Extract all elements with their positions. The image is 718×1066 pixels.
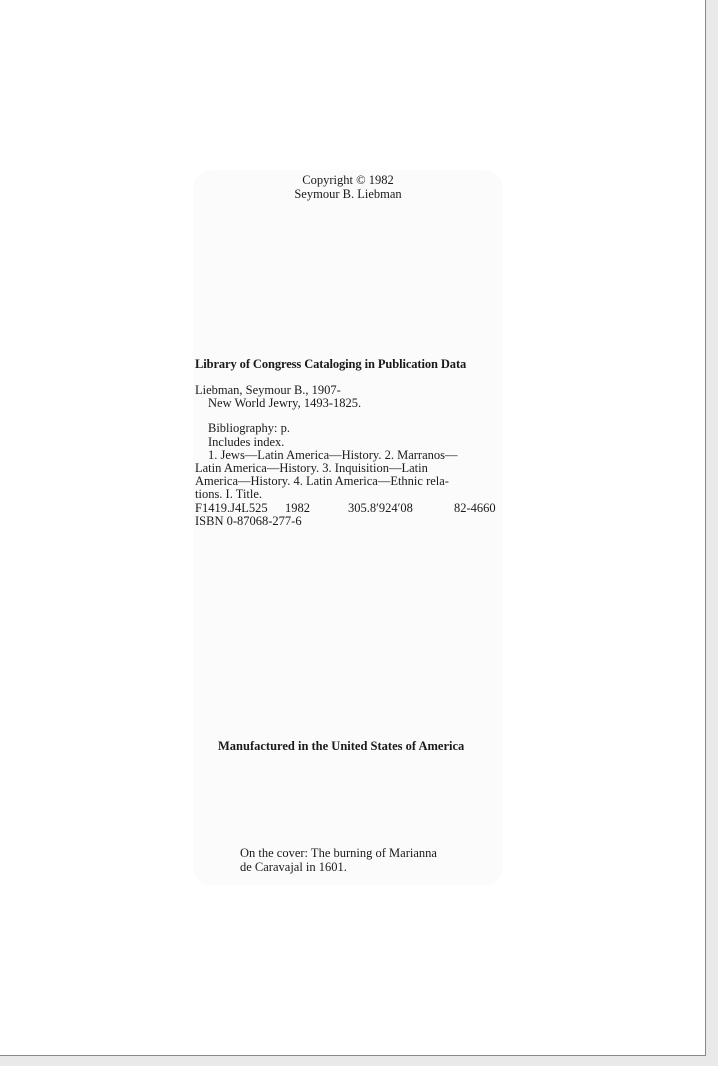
cip-year: 1982 [285, 500, 310, 515]
cip-record [195, 384, 505, 528]
cip-isbn: ISBN 0-87068-277-6 [195, 513, 302, 528]
cip-author: Liebman, Seymour B., 1907- [195, 383, 341, 397]
cover-note-line: de Caravajal in 1601. [240, 860, 347, 874]
cover-note-line: On the cover: The burning of Marianna [240, 846, 437, 860]
cip-call-number: F1419.J4L525 [195, 500, 268, 515]
cip-index-note: Includes index. [208, 434, 285, 449]
cip-lccn: 82-4660 [454, 500, 496, 515]
copyright-holder: Seymour B. Liebman [294, 187, 402, 201]
cip-classification-row [195, 502, 505, 515]
cip-dewey: 305.8′924′08 [348, 500, 413, 515]
cip-subject-line: Latin America—History. 3. Inquisition—Latin [195, 461, 428, 476]
cip-title: New World Jewry, 1493-1825. [208, 396, 362, 411]
manufactured-notice: Manufactured in the United States of America [218, 739, 465, 753]
cip-heading: Library of Congress Cataloging in Publication Data [195, 357, 467, 371]
cip-bibliography: Bibliography: p. [208, 421, 290, 436]
cip-subject-line: tions. I. Title. [195, 487, 263, 502]
cover-note [240, 846, 437, 874]
copyright-line: Copyright © 1982 [302, 173, 394, 187]
cip-subject-line: America—History. 4. Latin America—Ethnic rela- [195, 474, 449, 489]
cip-subject-line: 1. Jews—Latin America—History. 2. Marranos— [208, 447, 458, 462]
copyright-notice [200, 173, 496, 201]
